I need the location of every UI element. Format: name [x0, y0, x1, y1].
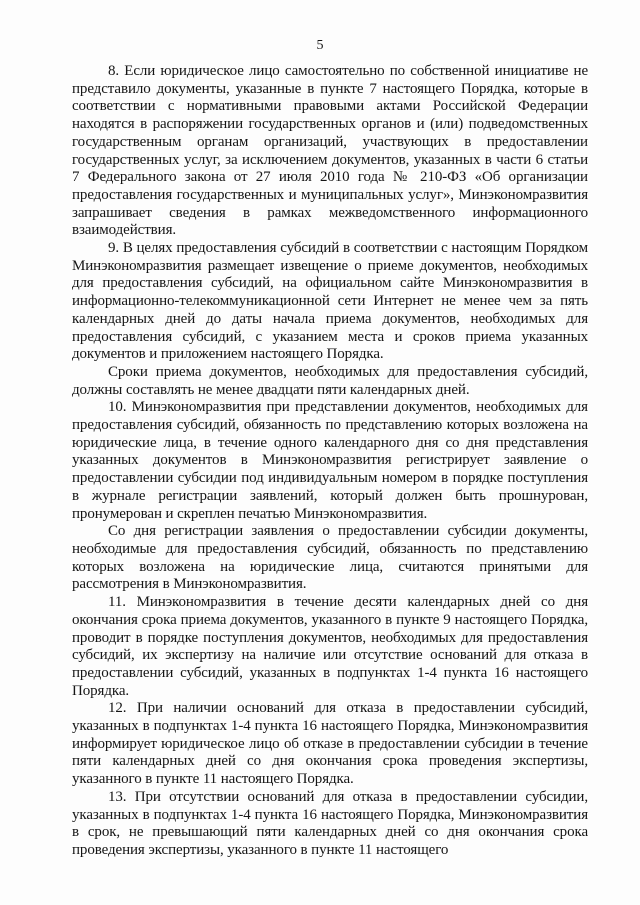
page-number: 5 [316, 38, 324, 53]
paragraph-12: 12. При наличии оснований для отказа в предоставлении субсидий, указанных в подпунктах 1-4 пункта 16 настоящего Порядка, Минэкономразвития информирует юридическое лицо об отказе в предоставлении субсидии в течение пяти календарных дней со дня окончания срока проведения экспертизы, указанного в пункте 11 настоящего Порядка. [72, 700, 588, 788]
document-body [72, 63, 588, 860]
paragraph-10-acceptance: Со дня регистрации заявления о предоставлении субсидии документы, необходимые для предоставления субсидий, обязанность по представлению которых возложена на юридические лица, считаются принятыми для рассмотрения в Минэкономразвития. [72, 523, 588, 593]
paragraph-8: 8. Если юридическое лицо самостоятельно по собственной инициативе не представило документы, указанные в пункте 7 настоящего Порядка, которые в соответствии с нормативными правовыми актами Российской Федерации находятся в распоряжении государственных органов и (или) подведомственных государственным органам организаций, участвующих в предоставлении государственных услуг, за исключением документов, указанных в части 6 статьи 7 Федерального закона от 27 июля 2010 года № 210-ФЗ «Об организации предоставления государственных и муниципальных услуг», Минэкономразвития запрашивает сведения в рамках межведомственного информационного взаимодействия. [72, 63, 588, 239]
paragraph-10: 10. Минэкономразвития при представлении документов, необходимых для предоставления субсидий, обязанность по представлению которых возложена на юридические лица, в течение одного календарного дня со дня представления указанных документов в Минэкономразвития регистрирует заявление о предоставлении субсидии под индивидуальным номером в порядке поступления в журнале регистрации заявлений, который должен быть прошнурован, пронумерован и скреплен печатью Минэкономразвития. [72, 399, 588, 522]
paragraph-9: 9. В целях предоставления субсидий в соответствии с настоящим Порядком Минэкономразвития размещает извещение о приеме документов, необходимых для предоставления субсидий, на официальном сайте Минэкономразвития в информационно-телекоммуникационной сети Интернет не менее чем за пять календарных дней до даты начала приема документов, необходимых для предоставления субсидий, с указанием места и сроков приема указанных документов и приложением настоящего Порядка. [72, 240, 588, 363]
paragraph-11: 11. Минэкономразвития в течение десяти календарных дней со дня окончания срока приема документов, указанного в пункте 9 настоящего Порядка, проводит в порядке поступления документов, необходимых для предоставления субсидий, их экспертизу на наличие или отсутствие оснований для отказа в предоставлении субсидий, указанных в подпунктах 1-4 пункта 16 настоящего Порядка. [72, 594, 588, 699]
paragraph-13: 13. При отсутствии оснований для отказа в предоставлении субсидии, указанных в подпунктах 1-4 пункта 16 настоящего Порядка, Минэкономразвития в срок, не превышающий пяти календарных дней со дня окончания срока проведения экспертизы, указанного в пункте 11 настоящего [72, 788, 588, 858]
paragraph-9-deadline: Сроки приема документов, необходимых для предоставления субсидий, должны составлять не менее двадцати пяти календарных дней. [72, 363, 588, 398]
